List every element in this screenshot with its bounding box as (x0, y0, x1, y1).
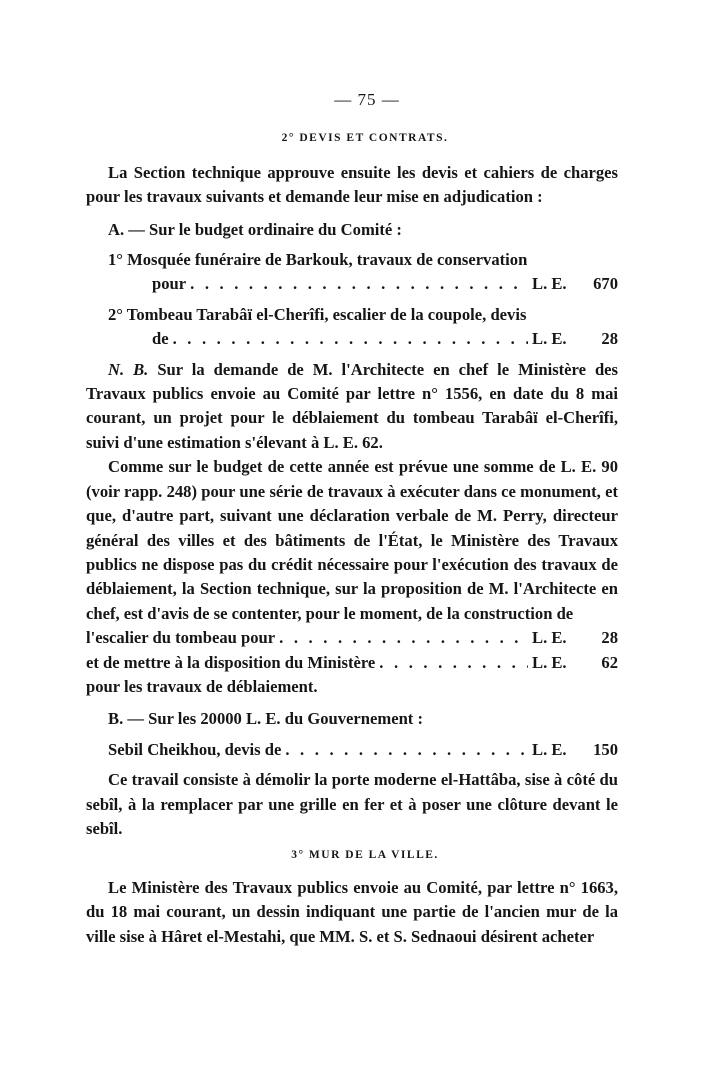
paragraph-budget: Comme sur le budget de cette année est prévue une somme de L. E. 90 (voir rapp. 248) pour une série de travaux à exécuter dans ce monument, et que, d'autre part, suivant une déclaration verbale de M. Perry, directeur général des villes et des bâtiments de l'État, le Ministère des Travaux publics ne dispose pas du crédit nécessaire pour l'exécution des travaux de déblaiement, la Section technique, sur la proposition de M. l'Architecte en chef, est d'avis de se contenter, pour le moment, de la construction de (86, 457, 618, 623)
amount-value: 28 (601, 329, 618, 349)
currency-label: L. E. (532, 274, 567, 294)
leader-dots (379, 651, 528, 675)
line-label: Sebil Cheikhou, devis de (108, 739, 282, 759)
amount-line-escalier (86, 626, 618, 650)
amount-value: 150 (593, 739, 618, 759)
paragraph-mur: Le Ministère des Travaux publics envoie au Comité, par lettre n° 1663, du 18 mai courant, un dessin indiquant une partie de l'ancien mur de la ville sise à Hâret el-Mestahi, que MM. S. et S. Sednaoui désirent acheter (86, 877, 618, 946)
amount-value: 28 (601, 628, 618, 648)
amount-value: 62 (601, 652, 618, 672)
line-label: l'escalier du tombeau pour (86, 628, 276, 648)
section-heading-mur: 3° MUR DE LA VILLE. (291, 849, 439, 862)
leader-dots (173, 327, 528, 351)
section-heading-devis: 2° DEVIS ET CONTRATS. (281, 132, 449, 145)
currency-label: L. E. (532, 628, 567, 648)
currency-label: L. E. (532, 329, 567, 349)
item-amount-line (152, 327, 618, 351)
list-item-barkouk (108, 248, 618, 297)
item-text: 2° Tombeau Tarabâï el-Cherîfi, escalier de la coupole, devis (108, 304, 527, 324)
amount-value: 670 (593, 274, 618, 294)
nb-text: Sur la demande de M. l'Architecte en chef le Ministère des Travaux publics envoie au Comité par lettre n° 1556, en date du 8 mai courant, un projet pour le déblaiement du tombeau Tarabâï el-Cherîfi, suivi d'une estimation s'élevant à L. E. 62. (86, 359, 618, 452)
nb-label: N. B. (108, 359, 149, 379)
leader-dots (285, 738, 528, 762)
item-label: de (152, 329, 169, 349)
subheading-a: A. — Sur le budget ordinaire du Comité : (108, 219, 402, 239)
item-text: 1° Mosquée funéraire de Barkouk, travaux de conservation (108, 250, 528, 270)
leader-dots (190, 272, 528, 296)
leader-dots (279, 626, 528, 650)
list-item-tarabai (108, 303, 618, 352)
paragraph-intro: La Section technique approuve ensuite les devis et cahiers de charges pour les travaux suivants et demande leur mise en adjudication : (86, 162, 618, 207)
subheading-b: B. — Sur les 20000 L. E. du Gouvernement : (108, 709, 423, 729)
currency-label: L. E. (532, 739, 567, 759)
amount-line-sebil (108, 738, 618, 762)
document-page (86, 88, 618, 949)
paragraph-nb (86, 358, 618, 456)
line-deblaiement: pour les travaux de déblaiement. (86, 676, 318, 696)
item-label: pour (152, 274, 187, 294)
currency-label: L. E. (532, 652, 567, 672)
item-amount-line (152, 272, 618, 296)
line-label: et de mettre à la disposition du Ministère (86, 652, 376, 672)
amount-line-ministere (86, 651, 618, 675)
paragraph-sebil: Ce travail consiste à démolir la porte moderne el-Hattâba, sise à côté du sebîl, à la remplacer par une grille en fer et à poser une clôture devant le sebîl. (86, 770, 618, 838)
page-number: — 75 — (334, 90, 400, 109)
